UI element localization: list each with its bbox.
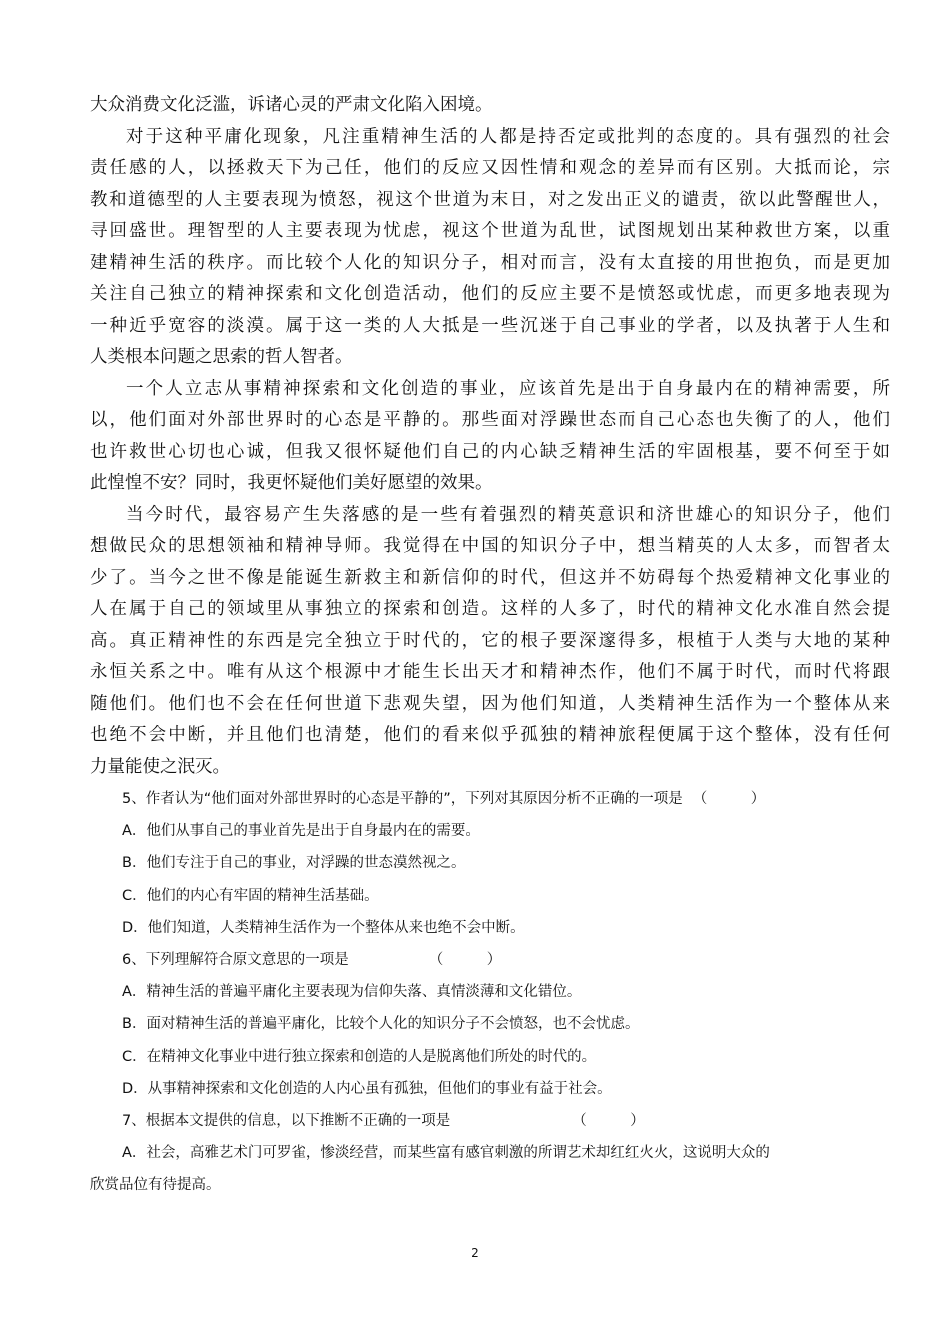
- option-d: D．从事精神探索和文化创造的人内心虽有孤独，但他们的事业有益于社会。: [122, 1080, 612, 1097]
- question-stem: 7、根据本文提供的信息，以下推断不正确的一项是: [122, 1112, 451, 1129]
- option-c: C．他们的内心有牢固的精神生活基础。: [122, 887, 379, 904]
- question-stem: 5、作者认为“他们面对外部世界时的心态是平静的”，下列对其原因分析不正确的一项是: [122, 791, 683, 807]
- passage-line: 此惶惶不安？同时，我更怀疑他们美好愿望的效果。: [90, 473, 493, 493]
- passage-line: 想做民众的思想领袖和精神导师。我觉得在中国的知识分子中，想当精英的人太多，而智者太: [90, 536, 890, 556]
- answer-blank: （ ）: [692, 791, 766, 807]
- option-a: A．他们从事自己的事业首先是出于自身最内在的需要。: [122, 823, 480, 840]
- passage-line: 以，他们面对外部世界时的心态是平静的。那些面对浮躁世态而自己心态也失衡了的人，他们: [90, 410, 890, 430]
- passage-line: 责任感的人，以拯救天下为己任，他们的反应又因性情和观念的差异而有区别。大抵而论，宗: [90, 158, 890, 178]
- answer-blank: （ ）: [572, 1112, 645, 1129]
- question-7: [90, 1105, 890, 1137]
- passage-line: 寻回盛世。理智型的人主要表现为忧虑，视这个世道为乱世，试图规划出某种救世方案，以重: [90, 221, 890, 241]
- passage-line: 永恒关系之中。唯有从这个根源中才能生长出天才和精神杰作，他们不属于时代，而时代将跟: [90, 662, 890, 682]
- passage-line: 也许救世心切也心诚，但我又很怀疑他们自己的内心缺乏精神生活的牢固根基，要不何至于如: [90, 441, 890, 462]
- option-a: A．社会，高雅艺术门可罗雀，惨淡经营，而某些富有感官刺激的所谓艺术却红红火火，这说明大众的: [122, 1145, 770, 1162]
- option-a-continued: 欣赏品位有待提高。: [90, 1177, 221, 1194]
- passage-line: 人在属于自己的领域里从事独立的探索和创造。这样的人多了，时代的精神文化水准自然会提: [90, 599, 890, 619]
- passage-line: 教和道德型的人主要表现为愤怒，视这个世道为末日，对之发出正义的谴责，欲以此警醒世人，: [90, 189, 890, 210]
- passage-line: 随他们。他们也不会在任何世道下悲观失望，因为他们知道，人类精神生活作为一个整体从来: [90, 693, 890, 714]
- passage-line: 人类根本问题之思索的哲人智者。: [90, 347, 353, 367]
- option-b: B．面对精神生活的普遍平庸化，比较个人化的知识分子不会愤怒，也不会忧虑。: [122, 1016, 640, 1033]
- exam-page: [90, 90, 890, 1201]
- page-number: 2: [471, 1246, 479, 1260]
- option-d: D．他们知道，人类精神生活作为一个整体从来也绝不会中断。: [122, 919, 525, 936]
- question-5: [90, 783, 890, 815]
- question-6: [90, 944, 890, 976]
- passage-line: 高。真正精神性的东西是完全独立于时代的，它的根子要深邃得多，根植于人类与大地的某种: [90, 630, 890, 651]
- passage-line: 一个人立志从事精神探索和文化创造的事业，应该首先是出于自身最内在的精神需要，所: [126, 378, 890, 399]
- option-a: A．精神生活的普遍平庸化主要表现为信仰失落、真情淡薄和文化错位。: [122, 984, 582, 1001]
- passage-line: 一种近乎宽容的淡漠。属于这一类的人大抵是一些沉迷于自己事业的学者，以及执著于人生和: [90, 315, 890, 336]
- passage-line: 大众消费文化泛滥，诉诸心灵的严肃文化陷入困境。: [90, 95, 493, 115]
- passage-line: 力量能使之泯灭。: [90, 756, 230, 777]
- option-b: B．他们专注于自己的事业，对浮躁的世态漠然视之。: [122, 855, 466, 872]
- passage-line: 也绝不会中断，并且他们也清楚，他们的看来似乎孤独的精神旅程便属于这个整体，没有任何: [90, 725, 890, 745]
- passage-line: 关注自己独立的精神探索和文化创造活动，他们的反应主要不是愤怒或忧虑，而更多地表现为: [90, 284, 890, 304]
- passage-line: 建精神生活的秩序。而比较个人化的知识分子，相对而言，没有太直接的用世抱负，而是更加: [90, 252, 890, 273]
- passage-line: 当今时代，最容易产生失落感的是一些有着强烈的精英意识和济世雄心的知识分子，他们: [126, 504, 890, 525]
- passage-line: 对于这种平庸化现象，凡注重精神生活的人都是持否定或批判的态度的。具有强烈的社会: [126, 126, 890, 147]
- option-c: C．在精神文化事业中进行独立探索和创造的人是脱离他们所处的时代的。: [122, 1048, 597, 1065]
- passage-line: 少了。当今之世不像是能诞生新救主和新信仰的时代，但这并不妨碍每个热爱精神文化事业的: [90, 567, 890, 588]
- question-stem: 6、下列理解符合原文意思的一项是: [122, 951, 349, 968]
- answer-blank: （ ）: [428, 951, 502, 968]
